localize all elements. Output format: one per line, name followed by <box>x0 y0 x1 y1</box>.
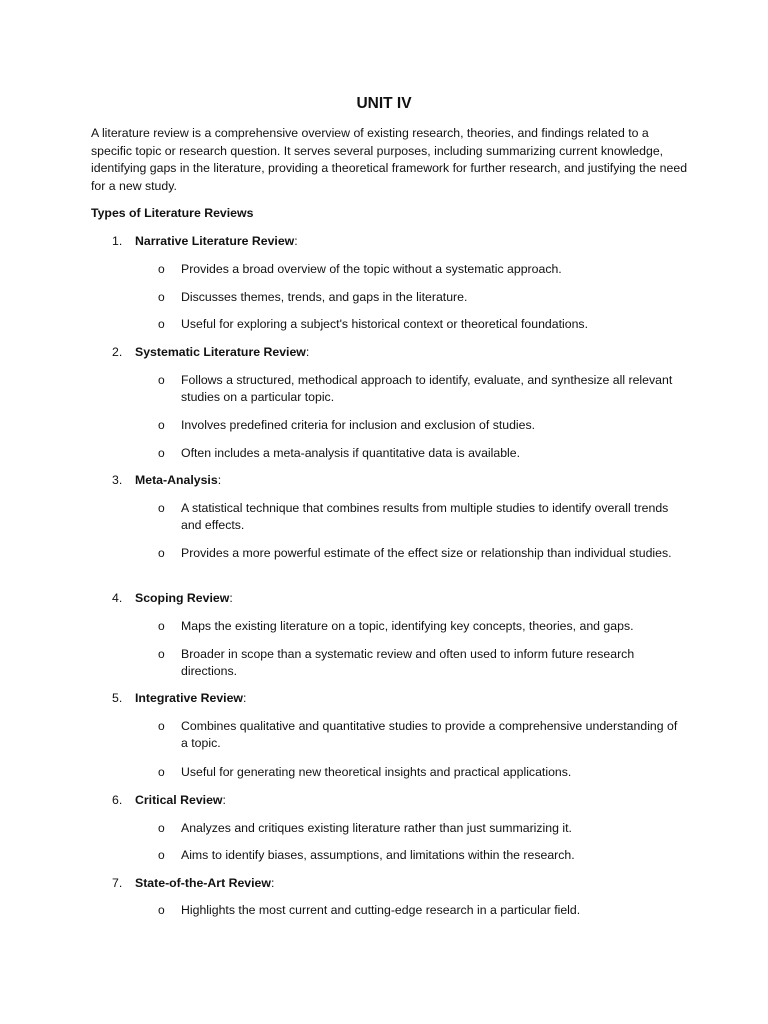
list-item-number: 3. <box>112 473 123 487</box>
bullet-text: Provides a more powerful estimate of the effect size or relationship than individual studies. <box>181 546 672 560</box>
bullet-text: Broader in scope than a systematic review and often used to inform future research directions. <box>181 647 635 679</box>
list-item-title <box>135 690 246 707</box>
list-item-title <box>135 875 274 892</box>
list-item-name: State-of-the-Art Review <box>135 876 271 890</box>
page-title: UNIT IV <box>356 95 412 112</box>
bullet-text: Useful for exploring a subject's historical context or theoretical foundations. <box>181 317 588 331</box>
bullet-text: Follows a structured, methodical approach to identify, evaluate, and synthesize all relevant studies on a particular topic. <box>181 373 673 405</box>
list-item-colon: : <box>229 591 233 605</box>
bullet-marker: o <box>158 903 165 917</box>
bullet-text: A statistical technique that combines results from multiple studies to identify overall trends and effects. <box>181 501 669 533</box>
section-heading: Types of Literature Reviews <box>91 206 254 220</box>
list-item-number: 6. <box>112 793 123 807</box>
bullet-marker: o <box>158 546 165 560</box>
list-item-title <box>135 472 221 489</box>
list-item-number: 2. <box>112 345 123 359</box>
bullet-marker: o <box>158 821 165 835</box>
intro-paragraph: A literature review is a comprehensive overview of existing research, theories, and findings related to a specific topic or research question. It serves several purposes, including summarizing current knowledge, identifying gaps in the literature, providing a theoretical framework for further research, and justifying the need for a new study. <box>91 126 688 193</box>
list-item-title <box>135 590 233 607</box>
bullet-text: Discusses themes, trends, and gaps in the literature. <box>181 290 468 304</box>
list-item-colon: : <box>217 473 222 487</box>
bullet-text: Aims to identify biases, assumptions, and limitations within the research. <box>181 848 575 862</box>
bullet-text: Provides a broad overview of the topic without a systematic approach. <box>181 262 562 276</box>
bullet-text: Analyzes and critiques existing literature rather than just summarizing it. <box>181 821 572 835</box>
bullet-marker: o <box>158 848 165 862</box>
bullet-marker: o <box>158 619 165 633</box>
list-item-number: 7. <box>112 876 123 890</box>
bullet-text: Involves predefined criteria for inclusion and exclusion of studies. <box>181 418 536 432</box>
list-item-name: Integrative Review <box>135 691 243 705</box>
bullet-text: Highlights the most current and cutting-edge research in a particular field. <box>181 903 581 917</box>
list-item-name: Critical Review <box>135 793 223 807</box>
list-item-name: Systematic Literature Review <box>135 345 306 359</box>
bullet-marker: o <box>158 765 165 779</box>
bullet-marker: o <box>158 418 165 432</box>
bullet-text: Maps the existing literature on a topic, identifying key concepts, theories, and gaps. <box>181 619 634 633</box>
list-item-number: 1. <box>112 234 123 248</box>
bullet-text: Useful for generating new theoretical insights and practical applications. <box>181 765 572 779</box>
bullet-marker: o <box>158 262 165 276</box>
list-item-colon: : <box>305 345 310 359</box>
list-item-name: Scoping Review <box>135 591 230 605</box>
bullet-marker: o <box>158 719 165 733</box>
list-item-title <box>135 344 309 361</box>
bullet-marker: o <box>158 373 165 387</box>
list-item-colon: : <box>242 691 247 705</box>
bullet-text: Often includes a meta-analysis if quantitative data is available. <box>181 446 521 460</box>
list-item-name: Narrative Literature Review <box>135 234 295 248</box>
list-item-colon: : <box>222 793 226 807</box>
list-item-number: 4. <box>112 591 123 605</box>
bullet-marker: o <box>158 647 165 661</box>
list-item-name: Meta-Analysis <box>135 473 218 487</box>
list-item-title <box>135 233 298 250</box>
list-item-colon: : <box>270 876 275 890</box>
bullet-marker: o <box>158 290 165 304</box>
bullet-text: Combines qualitative and quantitative studies to provide a comprehensive understanding of a topic. <box>181 719 678 751</box>
list-item-number: 5. <box>112 691 123 705</box>
bullet-marker: o <box>158 317 165 331</box>
list-item-colon: : <box>294 234 298 248</box>
bullet-marker: o <box>158 446 165 460</box>
bullet-marker: o <box>158 501 165 515</box>
list-item-title <box>135 792 226 809</box>
